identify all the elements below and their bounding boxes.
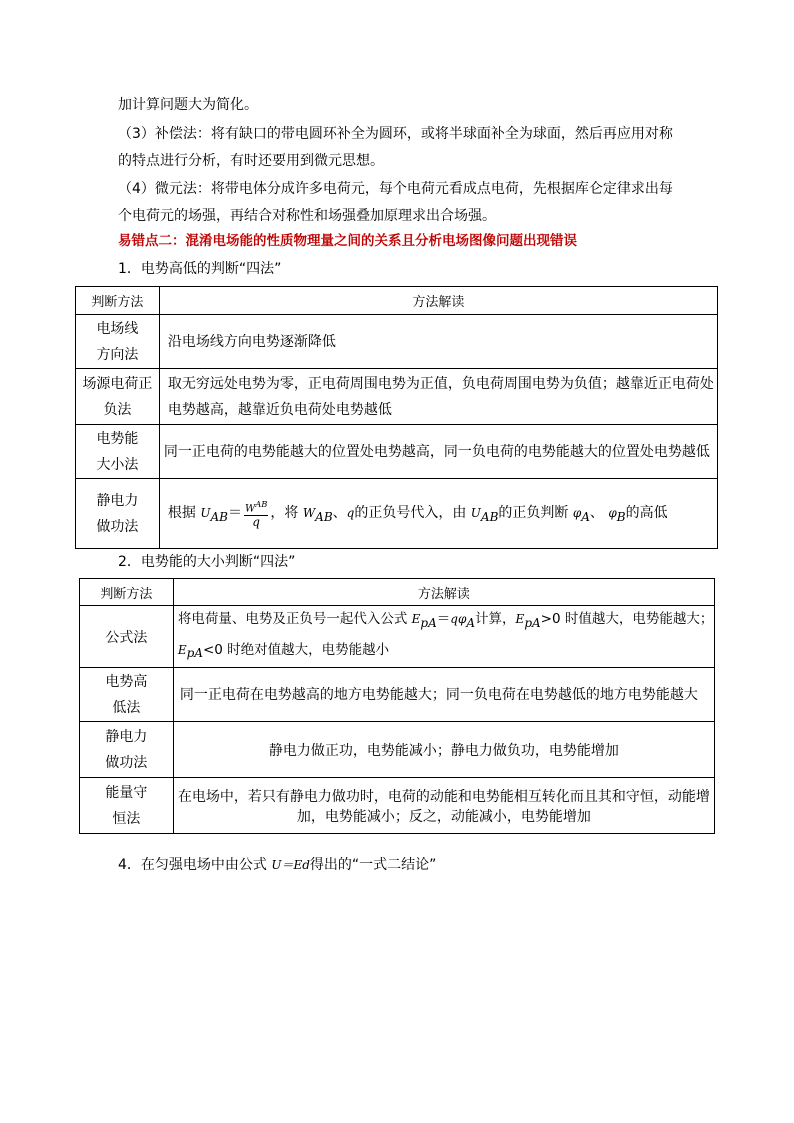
- interpretation-cell: 将电荷量、电势及正负号一起代入公式 $E_{pA}=q\varphi_A$计算，$E_{pA}>0$ 时值越大，电势能越大； $E_{pA}<0$ 时绝对值越大，电势能越小: [173, 606, 714, 668]
- intro-line-2: （3）补偿法：将有缺口的带电圆环补全为圆环，或将半球面补全为球面，然后再应用对称: [118, 126, 673, 142]
- table-row: [80, 722, 715, 778]
- section4-title: 4．在匀强电场中由公式 U＝Ed得出的“一式二结论”: [118, 857, 437, 873]
- table-potential-methods: [75, 286, 718, 549]
- table-row: [80, 668, 715, 722]
- interpretation-cell: 静电力做正功，电势能减小；静电力做负功，电势能增加: [173, 722, 714, 778]
- table-row: [80, 606, 715, 668]
- interpretation-cell: 在电场中，若只有静电力做功时，电荷的动能和电势能相互转化而且其和守恒，动能增 加，电势能减小；反之，动能减小，电势能增加: [173, 778, 714, 834]
- table-row: [76, 369, 718, 425]
- method-cell: 静电力 做功法: [80, 722, 174, 778]
- method-cell: 电场线 方向法: [76, 315, 160, 369]
- interpretation-cell: 取无穷远处电势为零，正电荷周围电势为正值，负电荷周围电势为负值；越靠近正电荷处 电势越高，越靠近负电荷处电势越低: [159, 369, 717, 425]
- header-method: 判断方法: [80, 579, 174, 606]
- header-interpretation: 方法解读: [159, 287, 717, 315]
- error-heading: 易错点二：混淆电场能的性质物理量之间的关系且分析电场图像问题出现错误: [118, 233, 577, 249]
- interpretation-cell: 沿电场线方向电势逐渐降低: [159, 315, 717, 369]
- method-cell: 能量守 恒法: [80, 778, 174, 834]
- intro-line-5: 个电荷元的场强，再结合对称性和场强叠加原理求出合场强。: [118, 208, 496, 224]
- method-cell: 电势高 低法: [80, 668, 174, 722]
- table-header-row: [76, 287, 718, 315]
- section2-title: 2．电势能的大小判断“四法”: [118, 554, 296, 570]
- header-interpretation: 方法解读: [173, 579, 714, 606]
- interpretation-cell: 同一正电荷的电势能越大的位置处电势越高，同一负电荷的电势能越大的位置处电势越低: [159, 425, 717, 479]
- table-row: [76, 425, 718, 479]
- method-cell: 场源电荷正 负法: [76, 369, 160, 425]
- header-method: 判断方法: [76, 287, 160, 315]
- fraction-w-over-q: $\frac{W^{AB}}{q}$: [244, 498, 268, 529]
- intro-line-4: （4）微元法：将带电体分成许多电荷元，每个电荷元看成点电荷，先根据库仑定律求出每: [118, 181, 673, 197]
- interpretation-cell: 根据 $U_{AB}=$ $\frac{W^{AB}}{q}$ ，将 $W_{AB}$、q的正负号代入，由 $U_{AB}$的正负判断 $\varphi_A$、 $\varphi_B$的高低: [159, 479, 717, 549]
- method-cell: 电势能 大小法: [76, 425, 160, 479]
- intro-line-3: 的特点进行分析，有时还要用到微元思想。: [118, 153, 384, 169]
- table-energy-methods: [79, 578, 715, 834]
- table-header-row: [80, 579, 715, 606]
- intro-line-1: 加计算问题大为简化。: [118, 97, 258, 113]
- method-cell: 公式法: [80, 606, 174, 668]
- interpretation-cell: 同一正电荷在电势越高的地方电势能越大；同一负电荷在电势越低的地方电势能越大: [173, 668, 714, 722]
- table-row: [76, 479, 718, 549]
- section1-title: 1．电势高低的判断“四法”: [118, 261, 282, 277]
- table-row: [76, 315, 718, 369]
- table-row: [80, 778, 715, 834]
- method-cell: 静电力 做功法: [76, 479, 160, 549]
- formula-u-ed: U＝Ed: [271, 858, 310, 872]
